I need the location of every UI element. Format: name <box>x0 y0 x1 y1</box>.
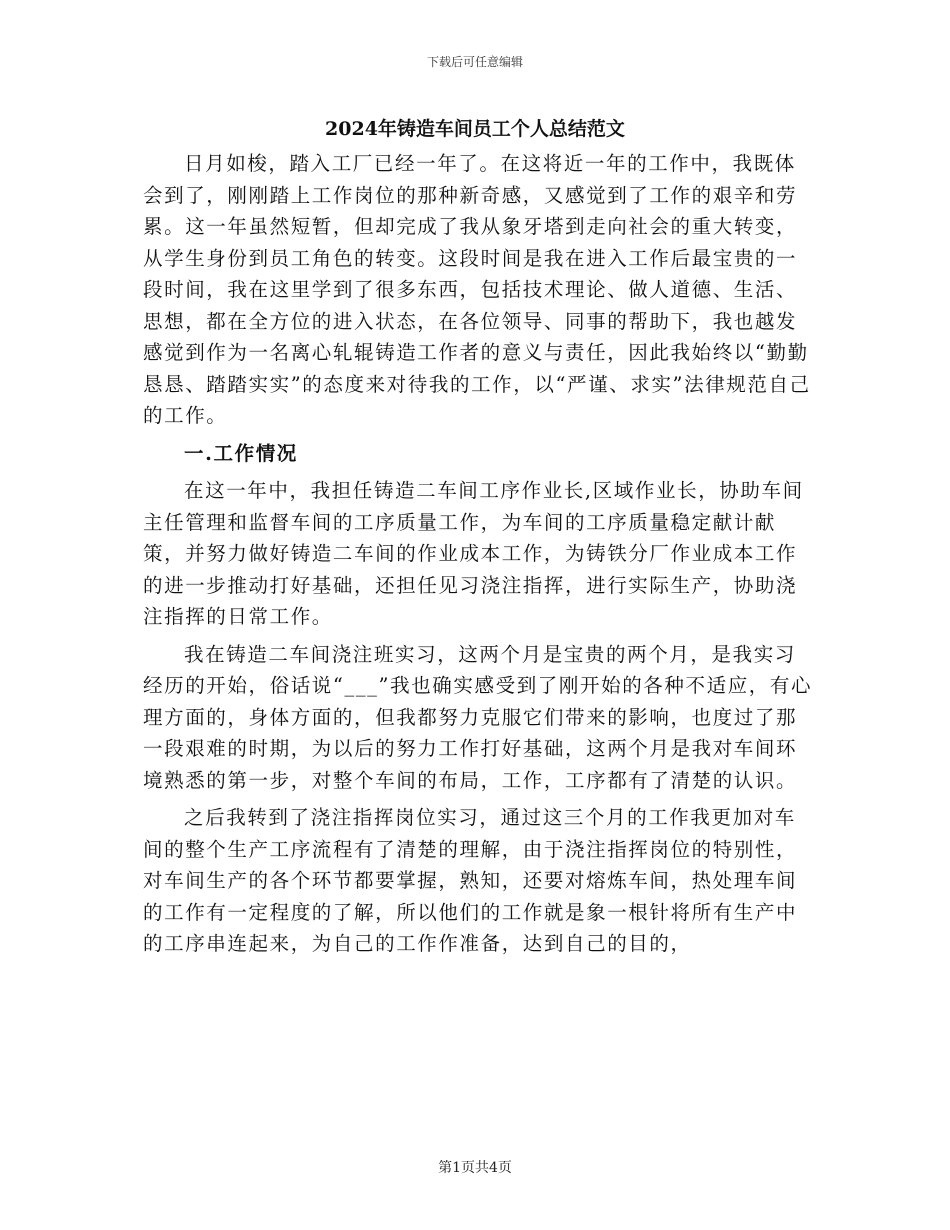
section-heading-work-status: 一.工作情况 <box>184 441 298 465</box>
paragraph-pouring-command: 之后我转到了浇注指挥岗位实习，通过这三个月的工作我更加对车间的整个生产工序流程有了清楚的理解，由于浇注指挥岗位的特别性，对车间生产的各个环节都要掌握，熟知，还要对熔炼车间，热处理车间的工作有一定程度的了解，所以他们的工作就是象一根针将所有生产中的工序串连起来，为自己的工作作准备，达到自己的目的， <box>143 806 798 955</box>
paragraph-pouring-internship: 我在铸造二车间浇注班实习，这两个月是宝贵的两个月，是我实习经历的开始，俗话说“___”我也确实感受到了刚开始的各种不适应，有心理方面的，身体方面的，但我都努力克服它们带来的影响，也度过了那一段艰难的时期，为以后的努力工作打好基础，这两个月是我对车间环境熟悉的第一步，对整个车间的布局，工作，工序都有了清楚的认识。 <box>143 642 813 792</box>
page-footer: 第1页共4页 <box>438 1160 512 1176</box>
paragraph-intro: 日月如梭，踏入工厂已经一年了。在这将近一年的工作中，我既体会到了，刚刚踏上工作岗位的那种新奇感，又感觉到了工作的艰辛和劳累。这一年虽然短暂，但却完成了我从象牙塔到走向社会的重大转变，从学生身份到员工角色的转变。这段时间是我在进入工作后最宝贵的一段时间，我在这里学到了很多东西，包括技术理论、做人道德、生活、思想，都在全方位的进入状态，在各位领导、同事的帮助下，我也越发感觉到作为一名离心轧辊铸造工作者的意义与责任，因此我始终以“勤勤恳恳、踏踏实实”的态度来对待我的工作，以“严谨、求实”法律规范自己的工作。 <box>143 152 811 427</box>
paragraph-work-role: 在这一年中，我担任铸造二车间工序作业长,区域作业长，协助车间主任管理和监督车间的工序质量工作，为车间的工序质量稳定献计献策，并努力做好铸造二车间的作业成本工作，为铸铁分厂作业成本工作的进一步推动打好基础，还担任见习浇注指挥，进行实际生产，协助浇注指挥的日常工作。 <box>143 479 804 628</box>
header-note: 下载后可任意编辑 <box>426 55 523 69</box>
document-title: 2024年铸造车间员工个人总结范文 <box>325 118 625 140</box>
document-body <box>143 148 815 960</box>
